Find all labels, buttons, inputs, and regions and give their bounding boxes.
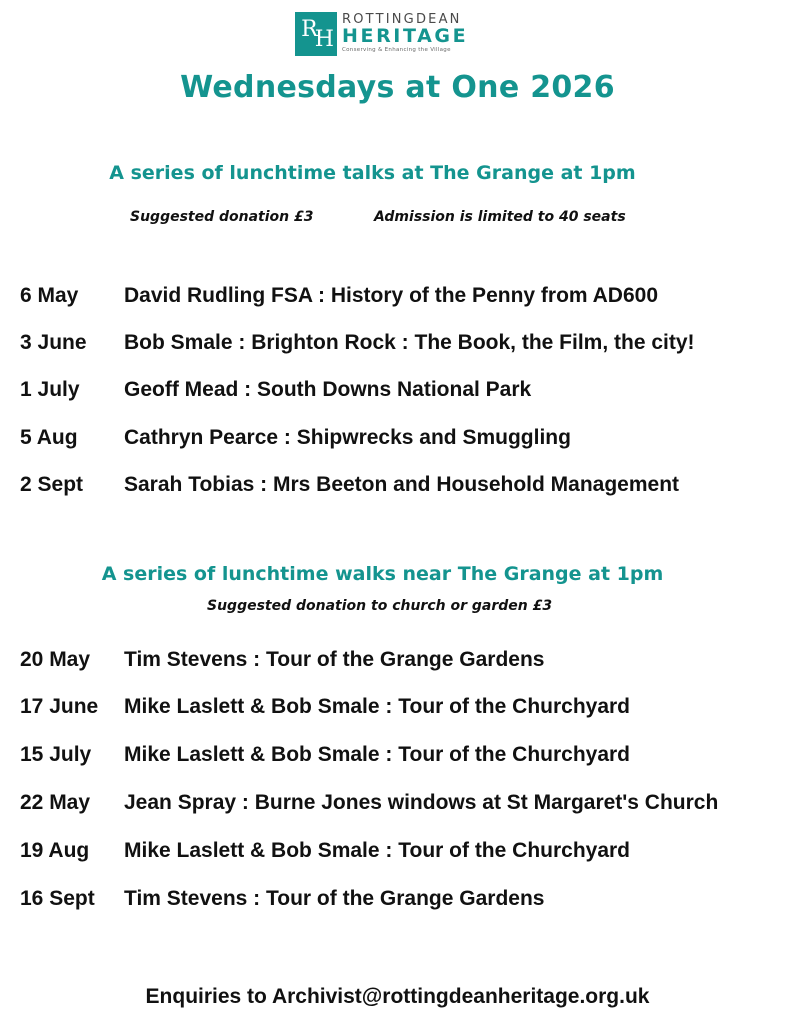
event-description: Jean Spray : Burne Jones windows at St Margaret's Church bbox=[124, 791, 719, 814]
rottingdean-heritage-logo bbox=[295, 12, 468, 58]
talk-row bbox=[20, 473, 679, 497]
walk-row bbox=[20, 743, 630, 767]
page-title: Wednesdays at One 2026 bbox=[180, 70, 615, 105]
walk-row bbox=[20, 695, 630, 719]
event-description: Bob Smale : Brighton Rock : The Book, the Film, the city! bbox=[124, 331, 695, 354]
event-description: Geoff Mead : South Downs National Park bbox=[124, 378, 532, 401]
rh-monogram-icon bbox=[295, 12, 337, 56]
logo-line-heritage: HERITAGE bbox=[342, 25, 469, 47]
walks-heading: A series of lunchtime walks near The Grange at 1pm bbox=[101, 563, 664, 585]
event-date: 19 Aug bbox=[20, 839, 90, 862]
event-description: Mike Laslett & Bob Smale : Tour of the Churchyard bbox=[124, 743, 631, 766]
event-description: Sarah Tobias : Mrs Beeton and Household Management bbox=[124, 473, 680, 496]
monogram-h: H bbox=[314, 26, 331, 52]
logo-line-rottingdean: ROTTINGDEAN bbox=[342, 12, 462, 27]
enquiries-label: Enquiries to bbox=[145, 985, 272, 1008]
talk-row bbox=[20, 331, 695, 355]
walk-row bbox=[20, 839, 630, 863]
event-description: Mike Laslett & Bob Smale : Tour of the Churchyard bbox=[124, 695, 631, 718]
talk-row bbox=[20, 284, 658, 308]
event-description: Mike Laslett & Bob Smale : Tour of the Churchyard bbox=[124, 839, 631, 862]
event-date: 3 June bbox=[20, 331, 87, 354]
talks-heading: A series of lunchtime talks at The Grange at 1pm bbox=[109, 162, 636, 184]
event-description: Tim Stevens : Tour of the Grange Gardens bbox=[124, 887, 545, 910]
event-date: 2 Sept bbox=[20, 473, 84, 496]
event-description: David Rudling FSA : History of the Penny from AD600 bbox=[124, 284, 659, 307]
event-date: 1 July bbox=[20, 378, 80, 401]
event-date: 17 June bbox=[20, 695, 99, 718]
event-description: Tim Stevens : Tour of the Grange Gardens bbox=[124, 648, 545, 671]
event-date: 22 May bbox=[20, 791, 91, 814]
walk-row bbox=[20, 648, 544, 672]
logo-tagline: Conserving & Enhancing the Village bbox=[342, 47, 451, 53]
monogram-r: R bbox=[301, 16, 315, 42]
event-date: 20 May bbox=[20, 648, 91, 671]
enquiries-footer bbox=[0, 985, 795, 1009]
walk-row bbox=[20, 791, 718, 815]
logo-wordmark bbox=[342, 12, 468, 58]
talks-admission-note: Admission is limited to 40 seats bbox=[374, 209, 626, 225]
event-date: 5 Aug bbox=[20, 426, 78, 449]
event-date: 6 May bbox=[20, 284, 79, 307]
walks-donation-note: Suggested donation to church or garden £3 bbox=[207, 598, 553, 614]
event-description: Cathryn Pearce : Shipwrecks and Smuggling bbox=[124, 426, 571, 449]
talk-row bbox=[20, 426, 571, 450]
walk-row bbox=[20, 887, 544, 911]
talk-row bbox=[20, 378, 531, 402]
archivist-email-link[interactable]: Archivist@rottingdeanheritage.org.uk bbox=[271, 985, 650, 1008]
event-date: 15 July bbox=[20, 743, 92, 766]
talks-donation-note: Suggested donation £3 bbox=[130, 209, 314, 225]
event-date: 16 Sept bbox=[20, 887, 95, 910]
